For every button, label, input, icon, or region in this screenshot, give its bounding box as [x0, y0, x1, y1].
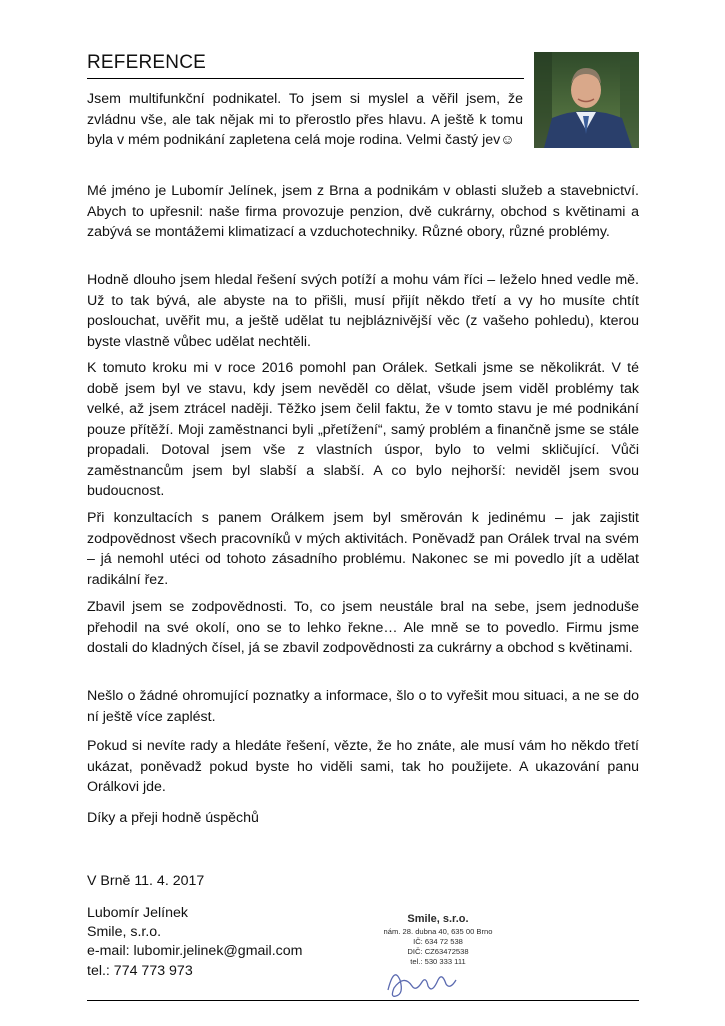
- signature-email[interactable]: e-mail: lubomir.jelinek@gmail.com: [87, 943, 303, 959]
- paragraph-result: Zbavil jsem se zodpovědnosti. To, co jsem neustále bral na sebe, jsem jednoduše přehodil na své okolí, ono se to lehko řekne… Ale mně se to povedlo. Firmu jsme dostali do kladných čísel, já se zbavil zodpovědnosti za cukrárny a obchod s květinami.: [87, 599, 639, 656]
- title-divider: [87, 78, 524, 79]
- paragraph-consultation: Při konzultacích s panem Orálkem jsem byl směrován k jedinému – jak zajistit zodpovědnost všech pracovníků v mých aktivitách. Poněvadž pan Orálek trval na svém – já nemohl utéci od tohoto zásadního problému. Nakonec se mi povedlo jít a udělat radikální řez.: [87, 510, 639, 588]
- company-stamp: [360, 910, 520, 1005]
- date-line: V Brně 11. 4. 2017: [87, 873, 205, 889]
- paragraph-insight: Nešlo o žádné ohromující poznatky a informace, šlo o to vyřešit mou situaci, a ne se do ní ještě více zaplést.: [87, 688, 639, 725]
- stamp-company: Smile, s.r.o.: [407, 913, 469, 925]
- paragraph-intro: Jsem multifunkční podnikatel. To jsem si myslel a věřil jsem, že zvládnu vše, ale tak nějak mi to přerostlo přes hlavu. A ještě k tomu byla v mém podnikání zapletena celá moje rodina. Velmi častý jev☺: [87, 91, 523, 148]
- paragraph-about: Mé jméno je Lubomír Jelínek, jsem z Brna a podnikám v oblasti služeb a stavebnictví. Abych to upřesnil: naše firma provozuje penzion, dvě cukrárny, obchod s květinami a zabývá se montážemi klimatizací a vzduchotechniky. Různé obory, různé problémy.: [87, 183, 639, 240]
- paragraph-search: Hodně dlouho jsem hledal řešení svých potíží a mohu vám říci – leželo hned vedle mě. Už to tak bývá, ale abyste na to přišli, musí přijít někdo třetí a vy ho musíte chtít poslouchat, uvěřit mu, a ještě udělat tu nejbláznivější věc (z vašeho pohledu), kterou byste vlastně vůbec udělat nechtěli.: [87, 272, 639, 350]
- stamp-ic: IČ: 634 72 538: [413, 937, 463, 946]
- paragraph-advice: Pokud si nevíte rady a hledáte řešení, vězte, že ho znáte, ale musí vám ho někdo třetí ukázat, poněvadž pokud byste ho viděli sami, tak ho použijete. A ukazování panu Orálkovi jde.: [87, 738, 639, 795]
- signature-phone: tel.: 774 773 973: [87, 963, 193, 979]
- portrait-photo: [534, 52, 639, 148]
- stamp-tel: tel.: 530 333 111: [410, 957, 466, 966]
- signature-company: Smile, s.r.o.: [87, 924, 162, 940]
- handwritten-signature: [388, 975, 456, 996]
- signature-name: Lubomír Jelínek: [87, 905, 188, 921]
- paragraph-closing: Díky a přeji hodně úspěchů: [87, 810, 259, 826]
- footer-divider: [87, 1000, 639, 1001]
- page-title: REFERENCE: [87, 52, 206, 73]
- paragraph-help: K tomuto kroku mi v roce 2016 pomohl pan Orálek. Setkali jsme se několikrát. V té době jsem byl ve stavu, kdy jsem nevěděl co dělat, všude jsem viděl problémy tak velké, až jsem ztrácel naději. Těžko jsem čelil faktu, že v tomto stavu je mé podnikání pouze přítěží. Moji zaměstnanci byli „přetížení“, samý problém a finančně jsme se stále propadali. Dotoval jsem vše z vlastních úspor, bylo to velmi skličující. Vůči zaměstnancům jsem byl slabší a slabší. A co bylo nejhorší: neviděl jsem svou budoucnost.: [87, 360, 639, 499]
- stamp-address: nám. 28. dubna 40, 635 00 Brno: [383, 927, 493, 936]
- stamp-dic: DIČ: CZ63472538: [407, 947, 469, 956]
